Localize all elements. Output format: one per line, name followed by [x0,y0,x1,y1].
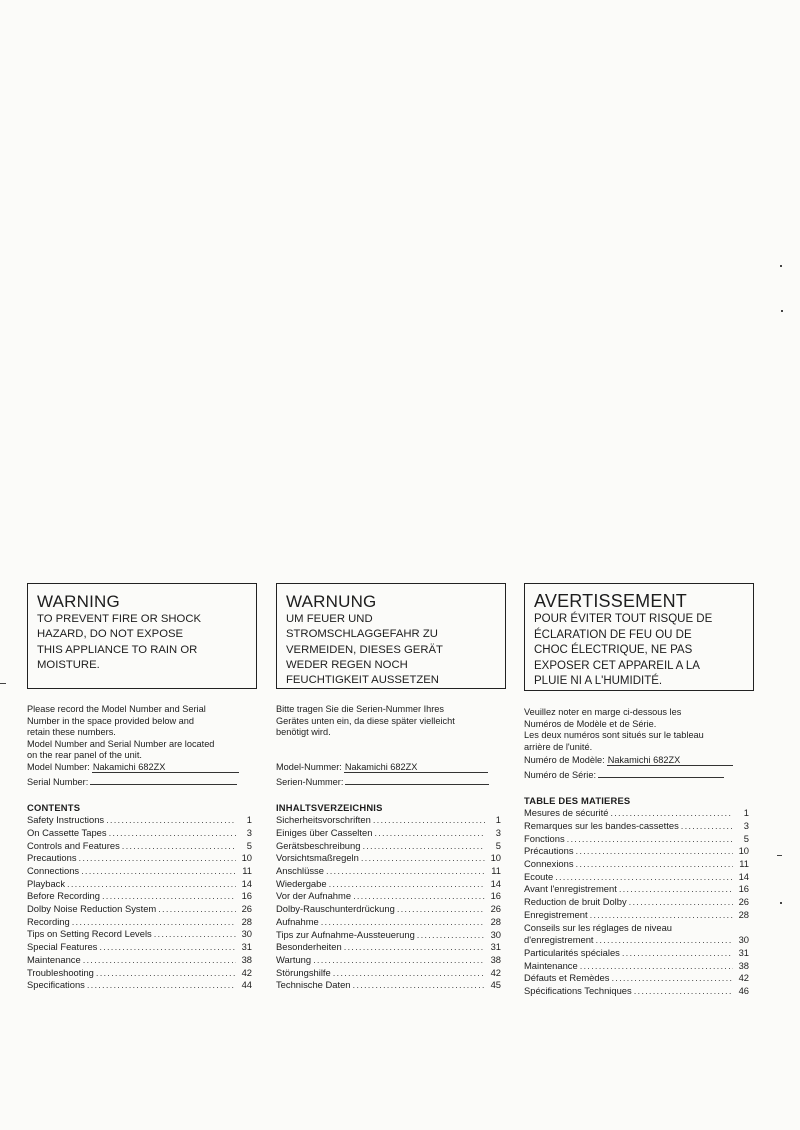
toc-entry-label: Défauts et Remèdes [524,972,610,984]
toc-leader-dots [109,827,236,840]
toc-entry [524,985,749,998]
model-number-value: Nakamichi 682ZX [344,762,488,773]
toc-entry [27,840,252,853]
toc-title: INHALTSVERZEICHNIS [276,802,383,814]
toc-list [276,814,501,992]
toc-entry-page: 3 [495,826,501,838]
toc-leader-dots [326,865,485,878]
toc-entry [27,878,252,891]
toc-leader-dots [81,865,236,878]
warning-box [27,583,257,689]
toc-entry-page: 10 [738,845,749,857]
toc-entry-page: 11 [242,864,252,876]
toc-entry-label: Conseils sur les réglages de niveau [524,921,672,933]
toc-entry-page: 10 [490,852,501,864]
warning-title: WARNUNG [286,592,377,611]
toc-entry [27,903,252,916]
toc-entry [524,845,749,858]
toc-entry-page: 10 [241,852,252,864]
toc-leader-dots [154,928,236,941]
serial-number-label: Serien-Nummer: [276,776,344,787]
toc-leader-dots [353,890,485,903]
toc-entry [27,827,252,840]
toc-leader-dots [622,947,733,960]
serial-number-field [27,774,257,789]
toc-entry [524,934,749,947]
toc-leader-dots [629,896,733,909]
toc-leader-dots [417,929,485,942]
toc-leader-dots [397,903,485,916]
toc-entry-page: 30 [490,928,501,940]
toc-leader-dots [96,967,236,980]
toc-entry [27,967,252,980]
toc-entry [524,871,749,884]
toc-leader-dots [580,960,733,973]
record-note: Bitte tragen Sie die Serien-Nummer Ihres Gerätes unten ein, da diese später vielleicht benötigt wird. [276,704,455,738]
toc-entry-label: Gerätsbeschreibung [276,839,361,851]
toc-entry-page: 42 [241,966,252,978]
toc-entry [27,979,252,992]
toc-entry-page: 1 [495,814,501,826]
warning-box [524,583,754,691]
toc-entry [524,947,749,960]
model-number-label: Numéro de Modèle: [524,755,605,765]
toc-entry [276,814,501,827]
toc-leader-dots [373,814,485,827]
toc-entry-label: d'enregistrement [524,934,594,946]
toc-entry-label: Remarques sur les bandes-cassettes [524,819,679,831]
toc-entry-label: Dolby Noise Reduction System [27,903,157,915]
toc-entry-label: Sicherheitsvorschriften [276,814,371,826]
toc-entry-label: Einiges über Casselten [276,826,373,838]
toc-entry [276,890,501,903]
model-number-field [27,762,257,774]
toc-leader-dots [576,845,733,858]
model-number-value: Nakamichi 682ZX [92,762,239,773]
toc-title: CONTENTS [27,802,81,814]
toc-leader-dots [596,934,733,947]
toc-leader-dots [344,941,485,954]
toc-entry-page: 31 [241,941,252,953]
toc-entry [276,929,501,942]
warning-box [276,583,506,689]
toc-entry [276,865,501,878]
toc-entry-page: 31 [738,946,749,958]
serial-number-label: Numéro de Série: [524,769,597,780]
french-column [524,583,754,998]
toc-entry [276,941,501,954]
toc-entry-label: Avant l'enregistrement [524,883,617,895]
toc-entry-page: 45 [490,979,501,991]
model-number-label: Model Number: [27,761,90,772]
toc-leader-dots [106,814,236,827]
toc-entry [27,954,252,967]
toc-leader-dots [158,903,236,916]
toc-leader-dots [79,852,236,865]
serial-number-value [345,774,489,785]
toc-entry-page: 30 [738,934,749,946]
toc-title: TABLE DES MATIERES [524,795,631,807]
toc-leader-dots [374,827,485,840]
model-number-value: Nakamichi 682ZX [607,755,733,766]
record-note: Veuillez noter en marge ci-dessous les Numéros de Modèle et de Série. Les deux numéros sont situés sur le tableau arrière de l'unité. [524,707,704,752]
toc-entry-label: Enregistrement [524,908,588,920]
toc-entry-page: 3 [743,819,749,831]
serial-number-field [276,774,506,789]
toc-entry-label: Reduction de bruit Dolby [524,896,627,908]
warning-text: TO PREVENT FIRE OR SHOCK HAZARD, DO NOT EXPOSE THIS APPLIANCE TO RAIN OR MOISTURE. [37,613,202,671]
toc-leader-dots [333,967,485,980]
toc-entry [524,972,749,985]
toc-entry-label: Mesures de sécurité [524,807,609,819]
toc-entry-label: Connexions [524,858,574,869]
toc-leader-dots [313,954,485,967]
toc-entry-label: On Cassette Tapes [27,826,107,838]
toc-entry-page: 26 [738,896,749,908]
toc-entry-page: 42 [490,966,501,978]
toc-entry [524,807,749,820]
toc-entry-page: 5 [246,839,252,851]
toc-entry-label: Vorsichtsmaßregeln [276,852,359,864]
toc-leader-dots [611,972,733,985]
toc-list [524,807,749,998]
toc-leader-dots [83,954,236,967]
toc-leader-dots [590,909,733,922]
toc-entry-page: 31 [490,941,501,953]
toc-entry-label: Maintenance [27,953,81,965]
toc-entry-label: Before Recording [27,890,100,902]
toc-entry [276,979,501,992]
warning-title: WARNING [37,592,120,611]
toc-leader-dots [555,871,733,884]
toc-entry-label: Anschlüsse [276,865,324,876]
toc-entry-label: Specifications [27,979,85,991]
toc-entry-page: 5 [495,839,501,851]
toc-entry-label: Connections [27,864,80,876]
serial-number-label: Serial Number: [27,776,89,787]
toc-entry-page: 30 [241,928,252,940]
toc-entry-label: Maintenance [524,959,578,971]
record-note: Please record the Model Number and Serial Number in the space provided below and retain these numbers. Model Number and Serial Number are located on the rear panel of the unit. [27,704,215,761]
toc-entry [27,852,252,865]
toc-entry-page: 28 [241,915,252,927]
toc-entry-page: 38 [738,959,749,971]
toc-entry [524,909,749,922]
toc-entry-page: 1 [246,814,252,826]
toc-entry-label: Fonctions [524,832,565,844]
toc-entry-page: 14 [241,877,252,889]
model-number-field [524,755,754,767]
toc-leader-dots [72,916,236,929]
serial-number-value [90,774,237,785]
toc-entry-page: 46 [738,985,749,997]
toc-entry-page: 28 [490,915,501,927]
toc-entry-label: Technische Daten [276,979,351,991]
toc-entry [276,903,501,916]
german-column [276,583,506,992]
toc-entry-page: 14 [738,870,749,882]
toc-entry [276,967,501,980]
toc-leader-dots [99,941,236,954]
toc-entry-page: 11 [491,865,501,876]
warning-title: AVERTISSEMENT [534,591,687,611]
warning-text: UM FEUER UND STROMSCHLAGGEFAHR ZU VERMEIDEN, DIESES GERÄT WEDER REGEN NOCH FEUCHTIGKEIT AUSSETZEN [286,613,443,687]
toc-entry-label: Spécifications Techniques [524,985,632,997]
toc-entry-page: 16 [490,890,501,902]
serial-number-field [524,767,754,782]
toc-entry-page: 5 [743,832,749,844]
model-number-label: Model-Nummer: [276,762,342,772]
english-column [27,583,257,992]
scan-speck [0,683,6,684]
toc-leader-dots [102,890,236,903]
toc-entry [27,928,252,941]
toc-entry [27,890,252,903]
toc-entry-page: 28 [738,908,749,920]
toc-entry [524,922,749,935]
toc-entry [524,883,749,896]
toc-leader-dots [87,979,236,992]
toc-leader-dots [681,820,733,833]
toc-leader-dots [353,979,485,992]
toc-entry [276,852,501,865]
toc-entry-label: Dolby-Rauschunterdrückung [276,903,395,915]
toc-entry [27,814,252,827]
toc-entry [276,878,501,891]
toc-entry-label: Controls and Features [27,839,120,851]
toc-leader-dots [567,833,733,846]
toc-entry [27,941,252,954]
toc-leader-dots [610,807,733,820]
warning-text: POUR ÉVITER TOUT RISQUE DE ÉCLARATION DE FEU OU DE CHOC ÉLECTRIQUE, NE PAS EXPOSER CET APPAREIL A LA PLUIE NI A L'HUMIDITÉ. [534,613,713,688]
toc-leader-dots [321,916,485,929]
toc-entry-label: Wiedergabe [276,877,327,889]
toc-entry-label: Particularités spéciales [524,946,620,958]
toc-entry-page: 38 [241,953,252,965]
toc-entry [276,840,501,853]
toc-leader-dots [67,878,236,891]
toc-entry-page: 26 [490,903,501,915]
scan-speck [777,855,782,856]
toc-entry-label: Wartung [276,953,312,965]
toc-entry-page: 16 [241,890,252,902]
scan-speck [780,265,782,267]
toc-entry [276,827,501,840]
toc-entry-label: Special Features [27,941,98,953]
toc-entry [276,954,501,967]
toc-entry-page: 16 [738,883,749,895]
toc-entry-label: Ecoute [524,870,554,882]
toc-leader-dots [361,852,485,865]
toc-entry-page: 42 [738,972,749,984]
toc-entry-page: 38 [490,953,501,965]
toc-entry-page: 26 [241,903,252,915]
toc-entry-label: Playback [27,877,66,889]
toc-entry [276,916,501,929]
toc-leader-dots [362,840,485,853]
toc-entry [27,916,252,929]
toc-entry-label: Tips on Setting Record Levels [27,928,152,940]
toc-entry-label: Aufnahme [276,915,319,927]
toc-entry-label: Vor der Aufnahme [276,890,352,902]
toc-entry [27,865,252,878]
toc-entry-label: Safety Instructions [27,814,105,826]
toc-list [27,814,252,992]
toc-entry [524,896,749,909]
toc-leader-dots [122,840,236,853]
toc-entry-label: Précautions [524,845,574,857]
toc-entry [524,960,749,973]
toc-leader-dots [576,858,733,871]
toc-entry-page: 11 [739,858,749,869]
toc-entry-label: Precautions [27,852,77,864]
toc-entry-label: Besonderheiten [276,941,342,953]
model-number-field [276,762,506,774]
toc-entry [524,858,749,871]
toc-entry-page: 14 [490,877,501,889]
toc-entry-label: Störungshilfe [276,966,331,978]
serial-number-value [598,767,724,778]
toc-leader-dots [619,883,733,896]
toc-entry-page: 1 [743,807,749,819]
toc-entry-label: Troubleshooting [27,966,94,978]
toc-entry-label: Tips zur Aufnahme-Aussteuerung [276,928,415,940]
toc-entry [524,833,749,846]
scan-speck [781,310,783,312]
toc-entry-page: 44 [241,979,252,991]
scan-speck [780,902,782,904]
toc-entry [524,820,749,833]
toc-entry-page: 3 [246,826,252,838]
toc-entry-label: Recording [27,915,70,927]
toc-leader-dots [634,985,733,998]
toc-leader-dots [329,878,485,891]
